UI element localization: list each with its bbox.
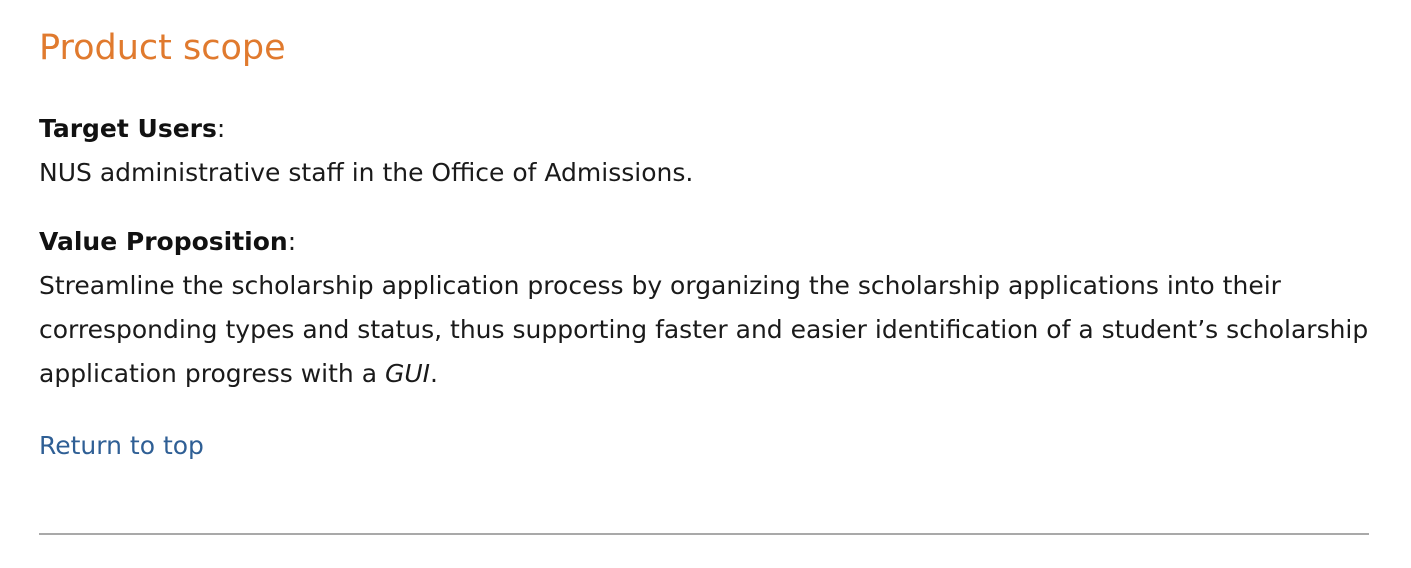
value-proposition-label: Value Proposition	[39, 227, 288, 256]
value-proposition-period: .	[430, 359, 438, 388]
value-proposition-colon: :	[287, 227, 297, 256]
target-users-section	[39, 107, 1369, 195]
target-users-text: NUS administrative staff in the Office of Admissions.	[39, 158, 694, 187]
value-proposition-section	[39, 220, 1369, 396]
return-to-top-link[interactable]: Return to top	[39, 431, 204, 460]
target-users-label: Target Users	[39, 114, 217, 143]
value-proposition-gui-emphasis: GUI	[384, 359, 431, 388]
page-title: Product scope	[39, 28, 286, 68]
target-users-colon: :	[216, 114, 226, 143]
value-proposition-text: Streamline the scholarship application process by organizing the scholarship applications into their corresponding types and status, thus supporting faster and easier identification of a student’s scholarship application progress with a	[39, 271, 1369, 388]
section-divider	[39, 533, 1369, 535]
